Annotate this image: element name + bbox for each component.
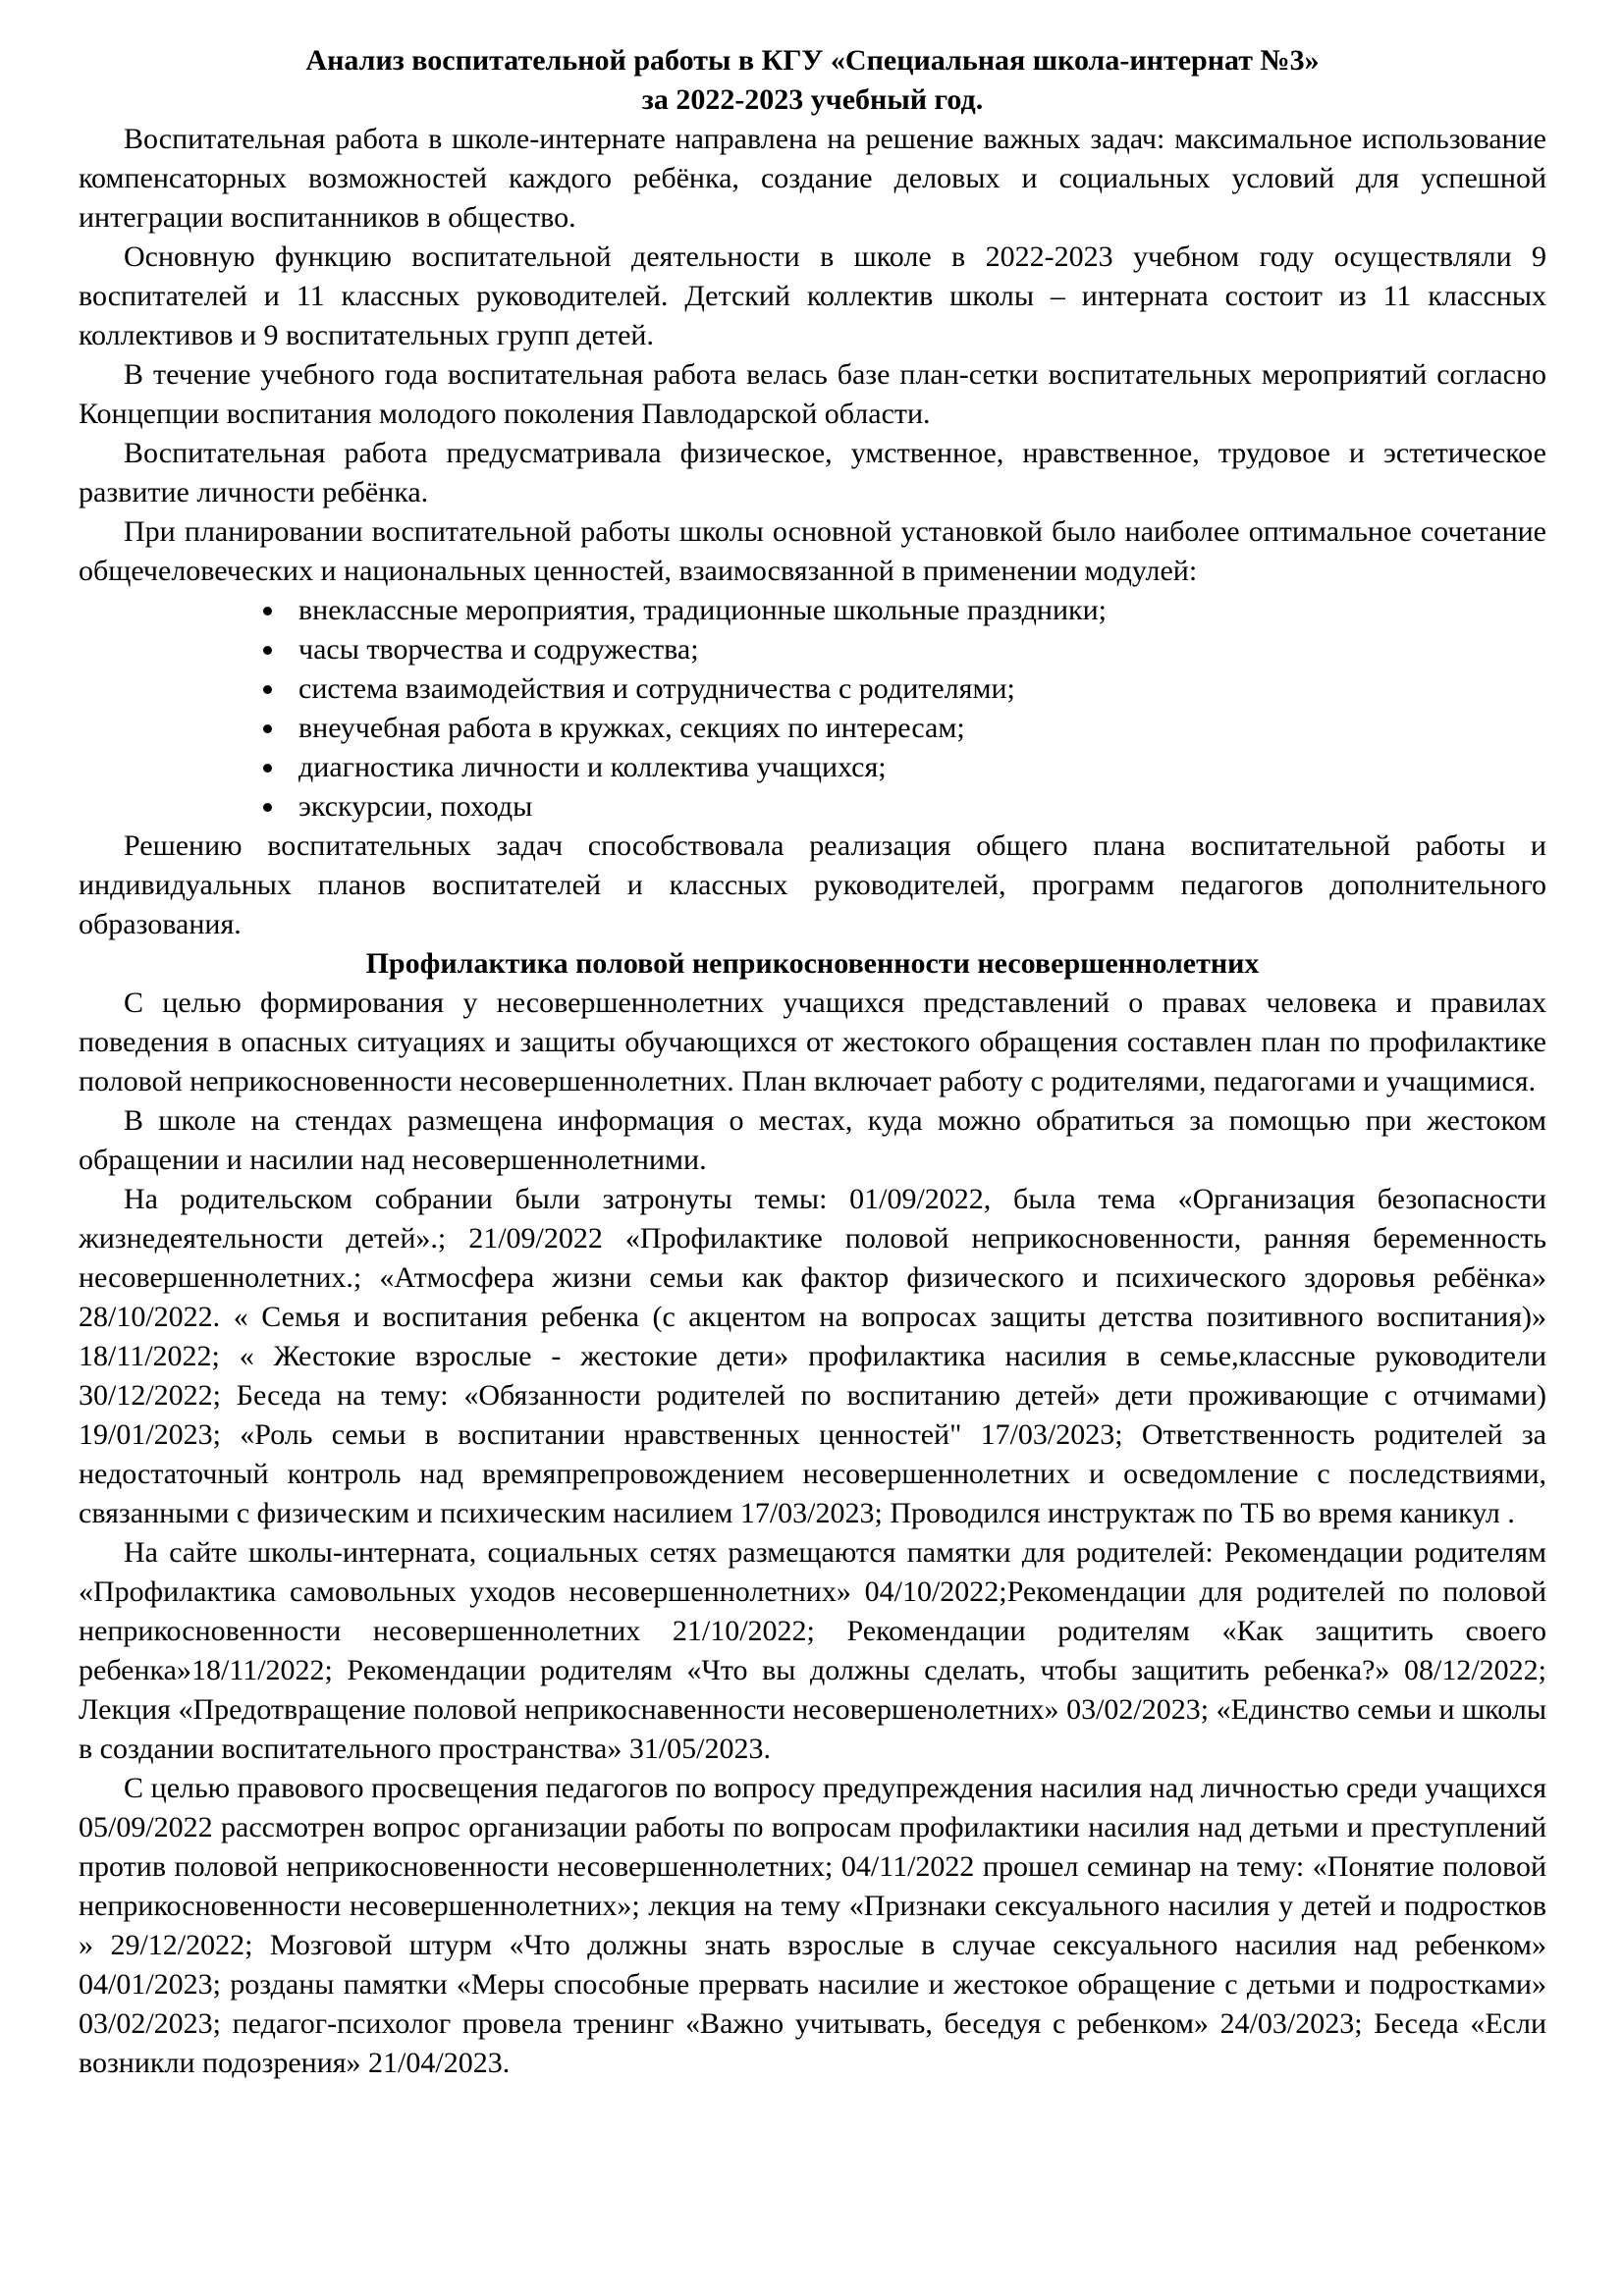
intro-paragraph-1: Воспитательная работа в школе-интернате направлена на решение важных задач: максимальное использование компенсаторных возможностей каждого ребёнка, создание деловых и социальных условий для успешной интеграции воспитанников в общество.	[79, 123, 1546, 234]
bullet-item: • внеклассные мероприятия, традиционные школьные праздники;	[287, 591, 1546, 630]
intro-paragraph-5: При планировании воспитательной работы школы основной установкой было наиболее оптимальное сочетание общечеловеческих и национальных ценностей, взаимосвязанной в применении модулей:	[79, 515, 1546, 587]
document-title-line-2: за 2022-2023 учебный год.	[641, 83, 984, 116]
closing-paragraph: Решению воспитательных задач способствовала реализация общего плана воспитательной работы и индивидуальных планов воспитателей и классных руководителей, программ педагогов дополнительного образования.	[79, 829, 1546, 940]
bullet-item: • часы творчества и содружества;	[287, 630, 1546, 669]
section-paragraph-2: В школе на стендах размещена информация о местах, куда можно обратиться за помощью при жестоком обращении и насилии над несовершеннолетними.	[79, 1104, 1546, 1176]
section-heading: Профилактика половой неприкосновенности несовершеннолетних	[365, 947, 1260, 980]
modules-bullet-list	[79, 591, 1546, 827]
section-paragraph-4: На сайте школы-интерната, социальных сетях размещаются памятки для родителей: Рекомендации родителям «Профилактика самовольных уходов несовершеннолетних» 04/10/2022;Рекомендации для родителей по половой неприкосновенности несовершеннолетних 21/10/2022; Рекомендации родителям «Как защитить своего ребенка»18/11/2022; Рекомендации родителям «Что вы должны сделать, чтобы защитить ребенка?» 08/12/2022; Лекция «Предотвращение половой неприкоснавенности несовершенолетних» 03/02/2023; «Единство семьи и школы в создании воспитательного пространства» 31/05/2023.	[79, 1536, 1546, 1765]
bullet-item: • внеучебная работа в кружках, секциях по интересам;	[287, 709, 1546, 748]
bullet-item: • экскурсии, походы	[287, 787, 1546, 827]
section-paragraph-3: На родительском собрании были затронуты темы: 01/09/2022, была тема «Организация безопасности жизнедеятельности детей».; 21/09/2022 «Профилактике половой неприкосновенности, ранняя беременность несовершеннолетних.; «Атмосфера жизни семьи как фактор физического и психического здоровья ребёнка» 28/10/2022. « Семья и воспитания ребенка (с акцентом на вопросах защиты детства позитивного воспитания)» 18/11/2022; « Жестокие взрослые - жестокие дети» профилактика насилия в семье,классные руководители 30/12/2022; Беседа на тему: «Обязанности родителей по воспитанию детей» дети проживающие с отчимами) 19/01/2023; «Роль семьи в воспитании нравственных ценностей" 17/03/2023; Ответственность родителей за недостаточный контроль над времяпрепровождением несовершеннолетних и осведомление с последствиями, связанными с физическим и психическим насилием 17/03/2023; Проводился инструктаж по ТБ во время каникул .	[79, 1183, 1546, 1529]
intro-paragraph-2: Основную функцию воспитательной деятельности в школе в 2022-2023 учебном году осуществляли 9 воспитателей и 11 классных руководителей. Детский коллектив школы – интерната состоит из 11 классных коллективов и 9 воспитательных групп детей.	[79, 240, 1546, 351]
intro-paragraph-3: В течение учебного года воспитательная работа велась базе план-сетки воспитательных мероприятий согласно Концепции воспитания молодого поколения Павлодарской области.	[79, 358, 1546, 430]
intro-paragraph-4: Воспитательная работа предусматривала физическое, умственное, нравственное, трудовое и эстетическое развитие личности ребёнка.	[79, 437, 1546, 508]
document-title-line-1: Анализ воспитательной работы в КГУ «Специальная школа-интернат №3»	[305, 44, 1320, 77]
section-paragraph-5: С целью правового просвещения педагогов по вопросу предупреждения насилия над личностью среди учащихся 05/09/2022 рассмотрен вопрос организации работы по вопросам профилактики насилия над детьми и преступлений против половой неприкосновенности несовершеннолетних; 04/11/2022 прошел семинар на тему: «Понятие половой неприкосновенности несовершеннолетних»; лекция на тему «Признаки сексуального насилия у детей и подростков » 29/12/2022; Мозговой штурм «Что должны знать взрослые в случае сексуального насилия над ребенком» 04/01/2023; розданы памятки «Меры способные прервать насилие и жестокое обращение с детьми и подростками» 03/02/2023; педагог-психолог провела тренинг «Важно учитывать, беседуя с ребенком» 24/03/2023; Беседа «Если возникли подозрения» 21/04/2023.	[79, 1772, 1546, 2079]
bullet-item: • система взаимодействия и сотрудничества с родителями;	[287, 669, 1546, 709]
bullet-item: • диагностика личности и коллектива учащихся;	[287, 748, 1546, 787]
section-paragraph-1: С целью формирования у несовершеннолетних учащихся представлений о правах человека и правилах поведения в опасных ситуациях и защиты обучающихся от жестокого обращения составлен план по профилактике половой неприкосновенности несовершеннолетних. План включает работу с родителями, педагогами и учащимися.	[79, 987, 1546, 1097]
